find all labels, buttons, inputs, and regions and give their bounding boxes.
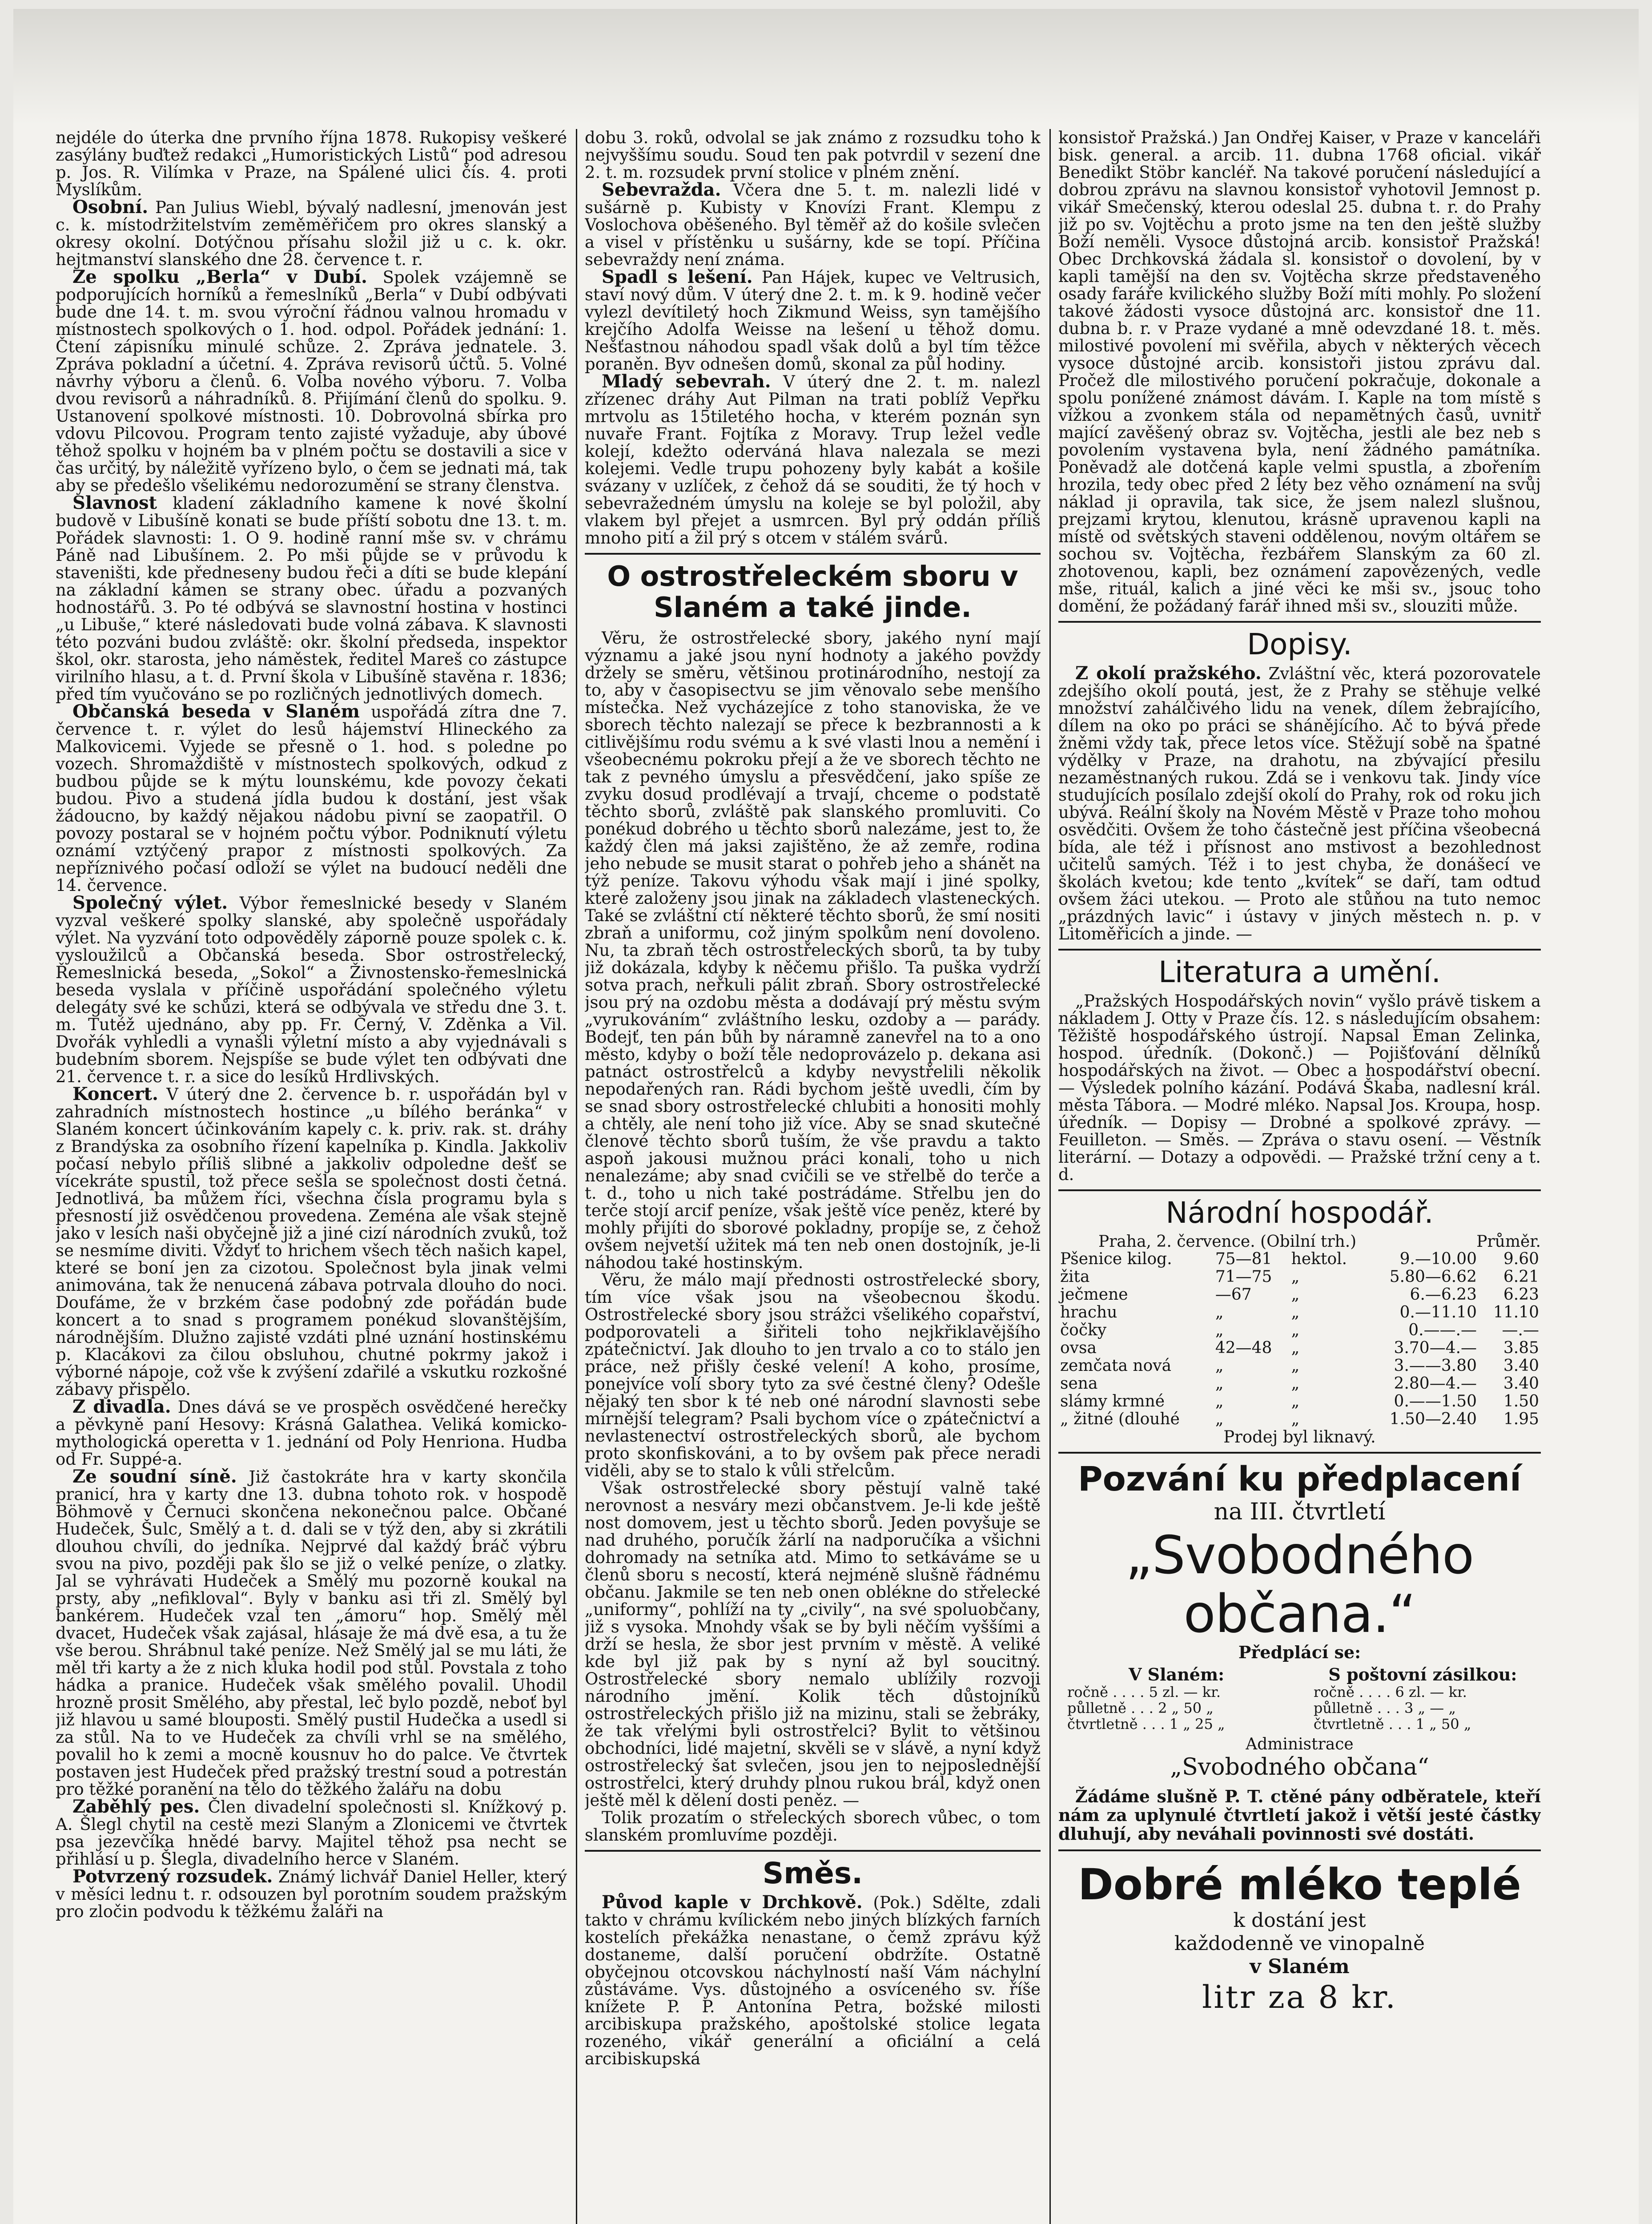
lead-vylet: Společný výlet. — [72, 892, 228, 913]
price-cell: „ — [1215, 1392, 1224, 1410]
ad-local-row: ročně . . . . 5 zl. — kr. — [1067, 1684, 1221, 1700]
price-cell: —67 — [1215, 1285, 1252, 1304]
lead-smes: Původ kaple v Drchkově. — [602, 1892, 863, 1913]
article-ostrostrelci-3: Však ostrostřelecké sbory pěstují valně také nerovnost a nesváry mezi občanstvem. Je-li kde ještě nost domovem, jest u těchto sborů. Jeden povyšuje se nad druhého, poručík žárlí na nadporučíka a všichni dohromady na setníka atd. Mimo to setkáváme se u členů sboru s necostí, která nejméně slušně řádnému občanu. Jakmile se ten neb onen oblékne do střelecké „uniformy“, pohlíží na ty „civily“, na své spoluobčany, již s vysoka. Mnohdy však se by byli něčím vyššími a drží se hesla, že sbor jest prvním v městě. A veliké kde byl již pak by s nyní až byl soucitný. Ostrostřelecké sbory nemalo ublížily rozvoji národního jmění. Kolik těch důstojníků ostrostřeleckých přišlo již na mizinu, stali se žebráky, že tak vřelými byli ostrostřelci? Bylit to většinou obchodníci, lidé majetní, skvěli se v slávě, a nyní když ostrostřelecký šat svlečen, jsou jen to nejposlednější ostrostřelci, který druhdy plnou rukou brál, když onen ještě měl k dělení dosti peněz. — — [585, 1479, 1041, 1810]
article-leseni — [585, 268, 1041, 373]
lead-sine: Ze soudní síně. — [72, 1466, 237, 1487]
divider — [585, 553, 1041, 555]
body-zabehly: Člen divadelní společnosti sl. Knížkový p. A. Šlegl chytil na cestě mezi Slaným a Zlonicemi ve čtvrtek psa jezevčíka hnědé barvy. Majitel těhož psa necht se přihlásí u p. Šlegla, divadelního herce v Slaném. — [56, 1797, 567, 1869]
divider — [1058, 949, 1541, 951]
price-commodity: zemčata nová — [1060, 1357, 1172, 1375]
ad-price-grid — [1067, 1665, 1532, 1732]
market-date: Praha, 2. července. (Obilní trh.) — [1098, 1233, 1357, 1251]
price-row — [1058, 1410, 1541, 1428]
newspaper-page — [13, 9, 1639, 2224]
price-cell: „ — [1291, 1392, 1300, 1410]
price-commodity: žita — [1060, 1268, 1090, 1286]
article-slavnost — [56, 494, 567, 703]
article-zabehly — [56, 1798, 567, 1868]
price-cell: 3.40 — [1503, 1357, 1539, 1375]
article-berla — [56, 268, 567, 494]
continued-paragraph-3: konsistoř Pražská.) Jan Ondřej Kaiser, v Praze v kanceláři bisk. general. a arcib. 11. dubna 1768 oficial. vikář Benedikt Stöbr kancléř. Na takové poručení následující a dobrou zprávu na slavnou konsistoř vyhotovil Jemnost p. vikář Smečenský, kterou odeslal 25. dubna t. r. do Prahy již po sv. Vojtěchu a proto jsme na ten den ještě služby Boží neměli. Vysoce důstojná arcib. konsistoř Pražská! Obec Drchkovská žádala sl. konsistoř o dovolení, by v kapli tamější na den sv. Vojtěcha skrze představeného osady faráře kvilického služby Boží míti mohly. Po složení takové žádosti vysoce důstojná arc. konsistoř dne 11. dubna b. r. v Praze vydané a mně odevzdané 18. t. měs. milostivé povolení mi svěřila, abych v některých věcech vysoce důstojné arcib. konsistoři jistou zprávu dal. Pročež dle milostivého poručení pokračuje, dokonale a spolu ponížené známost dávám. I. Kaple na tom místě s vížkou a zvonkem stála od nepamětných časů, uvnitř mající zavěšený obraz sv. Vojtěcha, jestli ale bez neb s povolením vystavena byla, není žádného památníka. Poněvadž ale dotčená kaple velmi spustla, a zbořením hrozila, tedy obec před 2 léty bez věho oznámení na svůj náklad ji opravila, tak sice, že jsem nalezl slušnou, prejzami krytou, klenutou, krásně upravenou kapli na místě od světských staveni oddělenou, novým oltářem se sochou sv. Vojtěcha, řezbářem Slanským za 60 zl. zhotovenou, kapli, bez oznámení zapovězených, vedle mše, rituál, kalich a jiné věci ke mši sv., jsouc toho domění, že požádaný farář ihned mši sv., slouziti může. — [1058, 129, 1541, 616]
ad-postal-prices — [1314, 1665, 1532, 1732]
price-cell: 3.85 — [1503, 1339, 1539, 1357]
article-sebevrah — [585, 373, 1041, 547]
lead-divadla: Z divadla. — [72, 1396, 171, 1417]
column-rule-1 — [576, 129, 577, 2224]
article-dopisy — [1058, 665, 1541, 943]
price-cell: 6.—6.23 — [1410, 1285, 1477, 1304]
article-ostrostrelci-1: Věru, že ostrostřelecké sbory, jakého nyní mají významu a jaké jsou nyní hodnoty a jakého povždy držely se směru, většinou protinárodního, nestojí za to, aby v časopisectvu se jim věnovalo sebe menšího místečka. Než vycházejíce z toho stanoviska, že ve sborech těchto nalezají se přece k bezbrannosti a k citlivějšímu rodu svému a k své vlasti lnou a nemění i všeobecnému pokroku přejí a že ve sborech těchto ne tak z pevného úmyslu a přesvědčení, jako spíše ze zvyku dosud prodlévají a trvají, chceme o podstatě těchto sborů, zvláště pak slanského promluviti. Co ponékud dobrého u těchto sborů nalezáme, jest to, že každý člen má jaksi zajištěno, že až zemře, rodina jeho nebude se musit starat o pohřeb jeho a shánět na týž peníze. Takovu výhodu však mají i jiné spolky, které založeny jsou jinak na základech vlasteneckých. Také se zvláštní ctí některé těchto sborů, že smí nositi zbraň a uniformu, což jiným spolkům není dovoleno. Nu, ta zbraň těch ostrostřeleckých sborů, ta by tuby již dokázala, kdyby k něčemu přišlo. Ta puška vydrží sotva prach, neřkuli pálit zbraň. Sbory ostrostřelecké jsou prý na ozdobu města a dodávají prý městu svým „vyrukováním“ zvláštního lesku, ozdoby a — parády. Bodejť, ten pán bůh by náramně zanevřel na to a ono město, kdyby o boží těle nedoprovázelo p. dekana asi patnáct ostrostřelců a kdyby nevystřelili několik nepodařených ran. Rádi bychom ještě uvedli, čím by se snad sbory ostrostřelecké chlubiti a honositi mohly a chtěly, ale není toho již více. Aby se snad skutečné členové těchto sborů tuším, že vše pravdu a takto aspoň jakousi mužnou práci konali, toho u nich nenalezáme; aby snad cvičili se ve střelbě do terče a t. d., toho u nich také postrádáme. Střelbu jen do terče stojí arcif peníze, však ještě více peněz, které by mohly přijíti do sborové pokladny, propíje se, z čehož ovšem nejvetší užitek má ten neb onen dostojník, je-li náhodou také hostinským. — [585, 629, 1041, 1272]
price-cell: 6.23 — [1503, 1285, 1539, 1304]
section-title-literatura: Literatura a umění. — [1158, 955, 1441, 989]
milk-line-3: v Slaném — [1250, 1955, 1350, 1978]
market-header — [1058, 1233, 1541, 1250]
continued-paragraph: dobu 3. roků, odvolal se jak známo z rozsudku toho k nejvyššímu soudu. Soud ten pak potvrdil v sezení dne 2. t. m. rozsudek první stolice v plném znění. — [585, 129, 1041, 182]
price-cell: „ — [1291, 1339, 1300, 1357]
price-row — [1058, 1304, 1541, 1322]
price-cell: 0.——1.50 — [1394, 1392, 1477, 1410]
price-cell: hektol. — [1291, 1250, 1347, 1268]
ad-postal-row: ročně . . . . 6 zl. — kr. — [1313, 1684, 1467, 1700]
article-ostrostrelci-4: Tolik prozatím o střeleckých sborech vůbec, o tom slanském promluvíme později. — [585, 1808, 1041, 1845]
lead-leseni: Spadl s lešení. — [602, 266, 753, 287]
section-title-smes: Směs. — [762, 1856, 863, 1890]
milk-price: litr za 8 kr. — [1202, 1979, 1397, 2015]
price-cell: „ — [1215, 1357, 1224, 1375]
price-cell: „ — [1291, 1357, 1300, 1375]
lead-berla: Ze spolku „Berla“ v Dubí. — [72, 266, 367, 287]
price-commodity: Pšenice kilog. — [1060, 1250, 1172, 1268]
price-cell: „ — [1291, 1374, 1300, 1393]
price-row — [1058, 1322, 1541, 1339]
price-cell: 2.80—4.— — [1394, 1374, 1477, 1393]
body-sebevrazda: Včera dne 5. t. m. nalezli lidé v sušárně p. Kubisty v Knovízi Frant. Klempu z Voslochova oběšeného. Byl těměř až do košile svlečen a visel v přístěnku u sušárny, kde se topí. Příčina sebevraždy není známa. — [585, 181, 1041, 269]
headline-ostrostrelci: O ostrostřeleckém sboru v Slaném a také jinde. — [607, 560, 1018, 624]
section-title-dopisy: Dopisy. — [1247, 627, 1352, 661]
column-3 — [1058, 129, 1541, 2162]
price-cell: 3.——3.80 — [1394, 1357, 1477, 1375]
lead-beseda: Občanská beseda v Slaném — [72, 701, 360, 722]
divider — [585, 1850, 1041, 1852]
ad-admin-name: „Svobodného občana“ — [1170, 1754, 1429, 1781]
lead-sebevrazda: Sebevražda. — [602, 179, 721, 200]
body-divadla: Dnes dává se ve prospěch osvědčené herečky a pěvkyně paní Hesovy: Krásná Galathea. Veliká komicko-mythologická operetta v 1. jednání od Poly Henriona. Hudba od Fr. Suppé-a. — [56, 1398, 567, 1469]
price-cell: 11.10 — [1493, 1303, 1539, 1322]
article-divadla — [56, 1398, 567, 1468]
price-cell: 0.—11.10 — [1399, 1303, 1477, 1322]
article-osobni — [56, 198, 567, 268]
article-beseda — [56, 703, 567, 894]
price-commodity: sena — [1060, 1374, 1098, 1393]
price-cell: 75—81 — [1215, 1250, 1272, 1268]
lead-slavnost: Slavnost — [72, 492, 157, 513]
column-1 — [56, 129, 567, 2224]
article-potvrzeny — [56, 1868, 567, 1920]
ad-headline: Pozvání ku předplacení — [1077, 1459, 1522, 1499]
column-rule-2 — [1049, 129, 1051, 2224]
body-koncert: V úterý dne 2. července b. r. uspořádán byl v zahradních místnostech hostince „u bílého beránka“ v Slaném koncert účinkováním kapely c. k. priv. rak. st. dráhy z Brandýska za osobního řízení kapelníka p. Kindla. Jakkoliv počasí nebylo příliš slibné a jakkoliv odpoledne dešť se vícekráte spustil, tož přece sešla se společnost dosti četná. Jednotlivá, ba můžem říci, všechna čísla programu byla s přesností již osvědčenou provedena. Zeména ale však stejně jako v lesích naši obyčejně již a jiné cizí národních zvuků, tož se nesmíme diviti. Vždyť to hrichem všech těch našich kapel, které se boní jen za cizotou. Společnost byla jinak velmi animována, tak že nenucená zábava potrvala dlouho do noci. Doufáme, že v brzkém čase podobný zde pořádán bude koncert a to snad s programem ponékud slovanštějším, národnějším. Dlužno zajisté vzdáti plné uznání hostinskému p. Klacákovi za čilou obsluhou, chutné pokrmy jakož i výborné nápoje, což vše k zvýšení zdařilé a vskutku rozkošné zábavy přispělo. — [56, 1085, 567, 1399]
price-cell: „ — [1291, 1321, 1300, 1339]
ad-postal-row: čtvrtletně . . . 1 „ 50 „ — [1313, 1716, 1471, 1732]
body-slavnost: kladení základního kamene k nové školní budově v Libušíně konati se bude příští sobotu dne 13. t. m. Pořádek slavnosti: 1. O 9. hodině ranní mše sv. v chrámu Páně nad Libušínem. 2. Po mši půjde se v průvodu k staveništi, kde předneseny budou řeči a díti se bude klepání na základní kámen se strany obec. úřadu a pozvaných hodnostářů. 3. Po té odbývá se slavnostní hostina v hostinci „u Libuše,“ které následovati bude volná zábava. K slavnosti této pozváni budou zvláště: okr. školní předseda, inspektor škol, okr. starosta, jeho náměstek, ředitel Mareš co zástupce virilního hlasu, a t. d. První škola v Libušíně stavěna r. 1836; před tím vyučováno se po rozličných jednotlivých domech. — [56, 494, 567, 704]
price-cell: 6.21 — [1503, 1268, 1539, 1286]
price-cell: 1.50 — [1503, 1392, 1539, 1410]
lead-koncert: Koncert. — [72, 1084, 158, 1104]
milk-headline: Dobré mléko teplé — [1078, 1860, 1521, 1910]
ad-subscribe-label: Předplácí se: — [1238, 1642, 1361, 1662]
price-table — [1058, 1250, 1541, 1428]
body-potvrzeny: Známý lichvář Daniel Heller, který v měsíci lednu t. r. odsouzen byl porotním soudem pražským pro zločin podvodu k těžkému žaláři na — [56, 1867, 567, 1921]
price-cell: „ — [1215, 1410, 1224, 1428]
price-cell: „ — [1291, 1303, 1300, 1322]
price-row — [1058, 1339, 1541, 1357]
intro-paragraph: nejdéle do úterka dne prvního října 1878. Rukopisy veškeré zasýlány buďtež redakci „Humoristických Listů“ pod adresou p. Jos. R. Vilímka v Praze, na Spálené ulici čís. 4. proti Myslíkům. — [56, 129, 567, 199]
article-literatura: „Pražských Hospodářských novin“ vyšlo právě tiskem a nákladem J. Otty v Praze čís. 12. s následujícím obsahem: Těžiště hospodářského ústrojí. Napsal Eman Zelinka, hospod. úředník. (Dokonč.) — Pojišťování dělníků hospodářských na život. — Obec a hospodářství obecní. — Výsledek polního kázání. Podává Škaba, nadlesní král. města Tábora. — Modré mléko. Napsal Jos. Kroupa, hosp. úředník. — Dopisy — Drobné a spolkové zprávy. — Feuilleton. — Směs. — Zpráva o stavu osení. — Věstník literární. — Dotazy a odpovědi. — Pražské tržní ceny a t. d. — [1058, 991, 1541, 1184]
body-berla: Spolek vzájemně se podporujících horníků a řemeslníků „Berla“ v Dubí odbývati bude dne 14. t. m. svou výroční řádnou valnou hromadu v místnostech spolkových o 1. hod. odpol. Pořádek jednání: 1. Čtení zápisníku minulé schůze. 2. Zpráva jednatele. 3. Zpráva pokladní a účetní. 4. Zpráva revisorů účtů. 5. Volné návrhy výboru a členů. 6. Volba nového výboru. 7. Volba dvou revisorů a náhradníků. 8. Přijímání členů do spolku. 9. Ustanovení spolkové místnosti. 10. Dobrovolná sbírka pro vdovu Pilcovou. Program tento zajisté vyžaduje, aby úbové těhož spolku v hojném ba v plném počtu se dostavili a sice v čas určitý, by náležitě vyřízeno bylo, o čem se jednati má, tak aby se předešlo všelikému nedorozumění se strany členstva. — [56, 268, 567, 495]
divider — [1058, 1849, 1541, 1851]
body-beseda: uspořádá zítra dne 7. července t. r. výlet do lesů hájemství Hlineckého za Malkovicemi. Vyjede se přesně o 1. hod. s poledne po vozech. Shromaždiště v místnostech spolkových, odkud z budbou půjde se k mýtu lounskému, kde povozy čekati budou. Pivo a studená jídla budou k dostání, jest však žádoucno, by každý nějakou nádobu pivní se zaopatřil. O povozy postaral se v hojném počtu výbor. Podniknutí výletu oznámí vztýčený prapor z místnosti spolkových. Za nepříznivého počasí odloží se výlet na budoucí neděli dne 14. července. — [56, 702, 567, 895]
market-average-label: Průměr. — [1476, 1233, 1541, 1251]
body-dopisy: Zvláštní věc, která pozorovatele zdejšího okolí poutá, jest, že z Prahy se stěhuje velké množství zahálčivého lidu na venek, dílem žebrajícího, dílem na oko po práci se shánějícího. Ač to bývá přede žněmi vždy tak, přece letos více. Stěžují sobě na špatné výdělky v Praze, na drahotu, na zbývající přesilu nezaměstnaných rukou. Zdá se i venkovu tak. Jindy více studujících posílalo zdejší okolí do Prahy, rok od roku jich ubývá. Reální školy na Novém Městě v Praze toho mohou osvědčiti. Ovšem že toho částečně jest příčina všeobecná bída, ale též i přísnost ano mstivost a bezohlednost učitelů samých. Též i to jest chyba, že donášecí ve školách kvetou; kde tento „kvítek“ se daří, tam odtud ovšem žáci utekou. — Proto ale stůňou na tuto nemoc „prázdných lavic“ i ústavy v jiných městech n. p. v Litoměřicích a jinde. — — [1058, 664, 1541, 943]
body-sine: Již častokráte hra v karty skončila pranicí, hra v karty dne 13. dubna tohoto rok. v hospodě Böhmově v Černuci skončena nekonečnou palce. Občané Hudeček, Šulc, Smělý a t. d. dali se v týž den, aby si zkrátili dlouhou chvíli, do jedníka. Nejprvé dal každý bráč výbru svou na pivo, později pak šlo se již o velké peníze, o zlatky. Jal se vyhrávati Hudeček a Smělý mu pozorně koukal na prsty, aby „nefikloval“. Byly v banku asi tři zl. Smělý byl bankérem. Hudeček vzal ten „ámoru“ hop. Smělý měl dvacet, Hudeček však zajásal, hlásaje že má dvě esa, a tu že vše berou. Shrábnul také peníze. Než Smělý jal se mu láti, že měl tři karty a že z nich klukа hodil pod stůl. Povstala z toho hádka a pranice. Hudeček však smělého povalil. Uhodil hrozně prosit Smělého, aby přestal, leč bylo pozdě, neboť byl již hlavou u samé blouposti. Smělý pustil Hudečka a usedl si za stůl. Na to ve Hudeček za chvíli vrhl se na smělého, povalil ho k zemi a mocně kousnuv ho do palce. Ve čtvrtek postaven jest Hudeček před pražský trestní soud a potrestán pro těžké poranění na tělo do těžkého žalářu na dobu — [56, 1467, 567, 1799]
divider — [1058, 621, 1541, 623]
article-sine — [56, 1468, 567, 1798]
price-cell: 9.60 — [1503, 1250, 1539, 1268]
ad-local-row: čtvrtletně . . . 1 „ 25 „ — [1067, 1716, 1225, 1732]
article-ostrostrelci-2: Věru, že málo mají přednosti ostrostřelecké sbory, tím více však jsou na všeobecnou škodu. Ostrostřelecké sbory jsou strážci všelikého copařství, podporovateli a šiřiteli toho nejkřiklavějšího zpátečnictví. Jak dlouho to jen trvalo a co to stálo jen práce, než přišly české velení! A koho, prosíme, ponejvíce volí sbory tyto za své čestné členy? Odešle nějaký ten sbor k té neb oné národní slavnosti sebe mírnější telegram? Psali bychom více o zpátečnictví a nevlastenectví ostrostřeleckých sborů, ale bychom proto skonfiskováni, a to by ovšem pak přece neradi viděli, aby se to stalo k vůli střelcům. — [585, 1270, 1041, 1480]
milk-ad — [1058, 1860, 1541, 2016]
section-title-hospodar: Národní hospodář. — [1166, 1196, 1434, 1230]
price-row — [1058, 1250, 1541, 1268]
body-smes: (Pok.) Sdělte, zdali takto v chrámu kvílickém nebo jiných blízkých farních kostelích překážka nenastane, o čemž zprávu kýž dostaneme, další poručení obdržíte. Ostatně obyčejnou otcovskou náchylností naší Vám náchylní zůstáváme. Vys. důstojného a osvíceného sv. říše knížete P. P. Antonína Petra, božské milosti arcibiskupa pražského, apoštolské stolice legata rozeného, vikář generální a oficiální a celá arcibiskupská — [585, 1893, 1041, 2068]
price-cell: „ — [1215, 1374, 1224, 1393]
price-cell: 42—48 — [1215, 1339, 1272, 1357]
price-row — [1058, 1375, 1541, 1393]
price-row — [1058, 1357, 1541, 1375]
ad-admin-label: Administrace — [1246, 1735, 1354, 1753]
price-cell: —.— — [1502, 1321, 1539, 1339]
price-commodity: ječmene — [1060, 1285, 1128, 1304]
price-cell: „ — [1291, 1285, 1300, 1304]
milk-line-2: každodenně ve vinopalně — [1174, 1932, 1425, 1955]
price-commodity: hrachu — [1060, 1303, 1117, 1322]
price-row — [1058, 1268, 1541, 1286]
ad-postal-title: S poštovní zásilkou: — [1328, 1664, 1517, 1684]
price-cell: „ — [1291, 1268, 1300, 1286]
lead-potvrzeny: Potvrzený rozsudek. — [72, 1866, 273, 1887]
article-koncert — [56, 1085, 567, 1398]
price-commodity: „ žitné (dlouhé — [1060, 1410, 1180, 1428]
price-cell: 9.—10.00 — [1399, 1250, 1477, 1268]
price-cell: „ — [1291, 1410, 1300, 1428]
divider — [1058, 1452, 1541, 1454]
price-cell: „ — [1215, 1321, 1224, 1339]
price-commodity: ovsa — [1060, 1339, 1097, 1357]
ad-local-prices — [1067, 1665, 1286, 1732]
price-row — [1058, 1393, 1541, 1410]
divider — [1058, 1189, 1541, 1191]
price-cell: „ — [1215, 1303, 1224, 1322]
ad-local-row: půlletně . . . 2 „ 50 „ — [1067, 1700, 1214, 1716]
body-sebevrah: V úterý dne 2. t. m. nalezl zřízenec dráhy Aut Pilman na trati poblíž Vepřku mrtvolu as 15tiletého hocha, v kterém poznán syn nuvaře Frant. Fojtíka z Moravy. Trup ležel vedle kolejí, kdežto oderváná hlava nalezala se mezi kolejemi. Vedle trupu pohozeny byly kabát a košile svázany v uzlíček, z čehož dá se souditi, že tý hoch v sebevražedném úmyslu na koleje se byl položil, aby vlakem byl přejet a usmrcen. Byl prý oddán příliš mnoho pití a žil prý s otcem v stálém svárů. — [585, 372, 1041, 548]
price-cell: 3.40 — [1503, 1374, 1539, 1393]
ad-postal-row: půlletně . . . 3 „ — „ — [1313, 1700, 1456, 1716]
milk-line-1: k dostání jest — [1233, 1909, 1366, 1932]
article-sebevrazda — [585, 181, 1041, 268]
price-cell: 1.50—2.40 — [1389, 1410, 1477, 1428]
price-commodity: slámy krmné — [1060, 1392, 1165, 1410]
market-note: Prodej byl liknavý. — [1223, 1427, 1376, 1446]
article-smes — [585, 1894, 1041, 2067]
lead-osobni: Osobní. — [72, 197, 149, 218]
price-row — [1058, 1286, 1541, 1304]
body-vylet: Výbor řemeslnické besedy v Slaném vyzval veškeré spolky slanské, aby společně uspořádaly výlet. Na vyzvání toto odpověděly záporně pouze spolek c. k. vysloužilců a Občanská beseda. Sbor ostrostřelecký, Řemeslnická beseda, „Sokol“ a Živnostensko-řemeslnická beseda vyslala v příčině uspořádání společného výletu delegáty své ke schůzi, která se odbývala ve středu dne 3. t. m. Tutéž ujednáno, aby pp. Fr. Černý, V. Zděnka a Vil. Dvořák vyhledli a vynašli výletní místo a aby vyjednávali s budebním sborem. Nejspíše se bude výlet ten odbývati dne 21. července t. r. a sice do lesíků Hrdlivských. — [56, 894, 567, 1086]
price-cell: 3.70—4.— — [1394, 1339, 1477, 1357]
ad-local-title: V Slaném: — [1128, 1664, 1225, 1684]
ad-paper-name: „Svobodného občana.“ — [1125, 1524, 1474, 1644]
price-cell: 5.80—6.62 — [1389, 1268, 1477, 1286]
lead-zabehly: Zaběhlý pes. — [72, 1796, 200, 1817]
price-cell: 0.——.— — [1408, 1321, 1477, 1339]
price-cell: 71—75 — [1215, 1268, 1272, 1286]
ad-note: Žádáme slušně P. T. ctěné pány odběratele, kteří nám za uplynulé čtvrtletí jakož i větší jesté částky dluhují, aby neváhali povinnosti své dostáti. — [1058, 1786, 1541, 1844]
lead-dopisy: Z okolí pražského. — [1075, 663, 1262, 684]
subscription-ad — [1058, 1460, 1541, 1843]
body-osobni: Pan Julius Wiebl, bývalý nadlesní, jmenován jest c. k. místodržitelstvím zeměměřičem pro okres slanský a okresy okolní. Dotýčnou přísahu složil již u c. k. okr. hejtmanství slanského dne 28. července t. r. — [56, 198, 567, 269]
price-cell: 1.95 — [1503, 1410, 1539, 1428]
article-vylet — [56, 894, 567, 1085]
ad-quarter: na III. čtvrtletí — [1214, 1499, 1386, 1525]
column-2 — [585, 129, 1041, 2224]
price-commodity: čočky — [1060, 1321, 1107, 1339]
lead-sebevrah: Mladý sebevrah. — [602, 371, 771, 392]
body-leseni: Pan Hájek, kupec ve Veltrusich, staví nový dům. V úterý dne 2. t. m. k 9. hodině večer vylezl devítiletý hoch Zikmund Weiss, syn tamějšího krejčího Adolfa Weisse na lešení u těhož domu. Nešťastnou náhodou spadl však dolů a byl tím těžce poraněn. Byv odnešen domů, skonal za půl hodiny. — [585, 268, 1041, 374]
